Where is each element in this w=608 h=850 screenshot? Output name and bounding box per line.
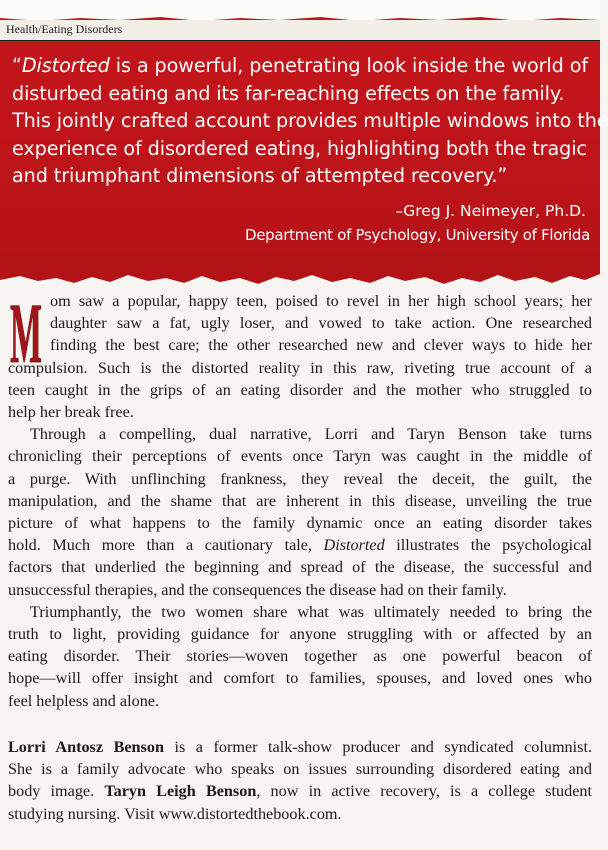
torn-top-edge bbox=[0, 0, 600, 22]
text-segment: is a former talk-show producer and syndicated columnist. bbox=[163, 738, 592, 756]
quote-line bbox=[12, 52, 594, 80]
author-name: Lorri Antosz Benson bbox=[8, 738, 164, 756]
text-line: a purge. With unflinching frankness, they reveal the deceit, the guilt, the bbox=[8, 469, 592, 488]
quote-affiliation: Department of Psychology, University of Florida bbox=[244, 226, 590, 244]
quote-text: is a powerful, penetrating look inside the world of bbox=[109, 54, 589, 77]
text-line: teen caught in the grips of an eating disorder and the mother who struggled to bbox=[8, 380, 592, 399]
text-line: daughter saw a fat, ugly loser, and vowed to take action. One researched bbox=[50, 314, 592, 333]
quote-line: disturbed eating and its far-reaching effects on the family. bbox=[12, 81, 565, 105]
text-line: hope—will offer insight and comfort to families, spouses, and loved ones who bbox=[8, 669, 592, 688]
description-paragraph bbox=[8, 290, 592, 423]
text-segment: body image. bbox=[8, 782, 105, 801]
category-label: Health/Eating Disorders bbox=[6, 22, 123, 36]
open-quote: “ bbox=[12, 54, 22, 77]
text-line: feel helpless and alone. bbox=[8, 691, 160, 710]
description-paragraph bbox=[8, 601, 592, 712]
text-line: finding the best care; the other researched new and clever ways to hide her bbox=[50, 336, 592, 355]
book-title-italic: Distorted bbox=[21, 54, 110, 77]
text-line bbox=[8, 534, 592, 556]
text-line: Triumphantly, the two women share what was ultimately needed to bring the bbox=[30, 602, 592, 621]
text-line: help her break free. bbox=[8, 403, 134, 422]
book-title-italic: Distorted bbox=[323, 536, 385, 555]
text-line: om saw a popular, happy teen, poised to revel in her high school years; her bbox=[50, 292, 592, 310]
text-line: chronicling their perceptions of events once Taryn was caught in the middle of bbox=[8, 447, 592, 466]
quote-line: This jointly crafted account provides multiple windows into the bbox=[12, 109, 608, 132]
quote-line: and triumphant dimensions of attempted recovery.” bbox=[12, 164, 508, 187]
text-line bbox=[8, 736, 592, 758]
author-name: Taryn Leigh Benson bbox=[104, 782, 257, 801]
text-segment: hold. Much more than a cautionary tale, bbox=[8, 536, 312, 555]
quote-line: experience of disordered eating, highlighting both the tragic bbox=[12, 136, 587, 160]
category-strip bbox=[0, 20, 600, 41]
text-line: compulsion. Such is the distorted reality in this raw, riveting true account of a bbox=[8, 358, 592, 377]
review-quote bbox=[12, 52, 608, 190]
text-line bbox=[8, 780, 592, 802]
text-line: factors that underlied the beginning and spread of the disease, the successful and bbox=[8, 558, 592, 577]
text-line: manipulation, and the shame that are inherent in this disease, unveiling the true bbox=[8, 491, 592, 510]
text-line: eating disorder. Their stories—woven together as one powerful beacon of bbox=[8, 647, 592, 666]
quote-author: –Greg J. Neimeyer, Ph.D. bbox=[395, 202, 586, 220]
description-paragraph bbox=[8, 423, 592, 601]
text-segment: , now in active recovery, is a college student bbox=[256, 782, 592, 801]
text-line: picture of what happens to the family dynamic once an eating disorder takes bbox=[8, 514, 592, 533]
author-bio bbox=[8, 736, 592, 825]
text-line: unsuccessful therapies, and the consequences the disease had on their family. bbox=[8, 580, 507, 599]
torn-bottom-edge bbox=[0, 250, 600, 290]
text-line: She is a family advocate who speaks on issues surrounding disordered eating and bbox=[8, 760, 592, 779]
book-description bbox=[8, 290, 592, 712]
text-line: studying nursing. Visit www.distortedthebook.com. bbox=[8, 804, 342, 823]
text-segment: illustrates the psychological bbox=[384, 536, 593, 555]
text-line: Through a compelling, dual narrative, Lorri and Taryn Benson take turns bbox=[30, 425, 592, 444]
dropcap-glyph: M bbox=[10, 285, 42, 381]
text-line: truth to light, providing guidance for anyone struggling with or affected by an bbox=[8, 625, 592, 644]
